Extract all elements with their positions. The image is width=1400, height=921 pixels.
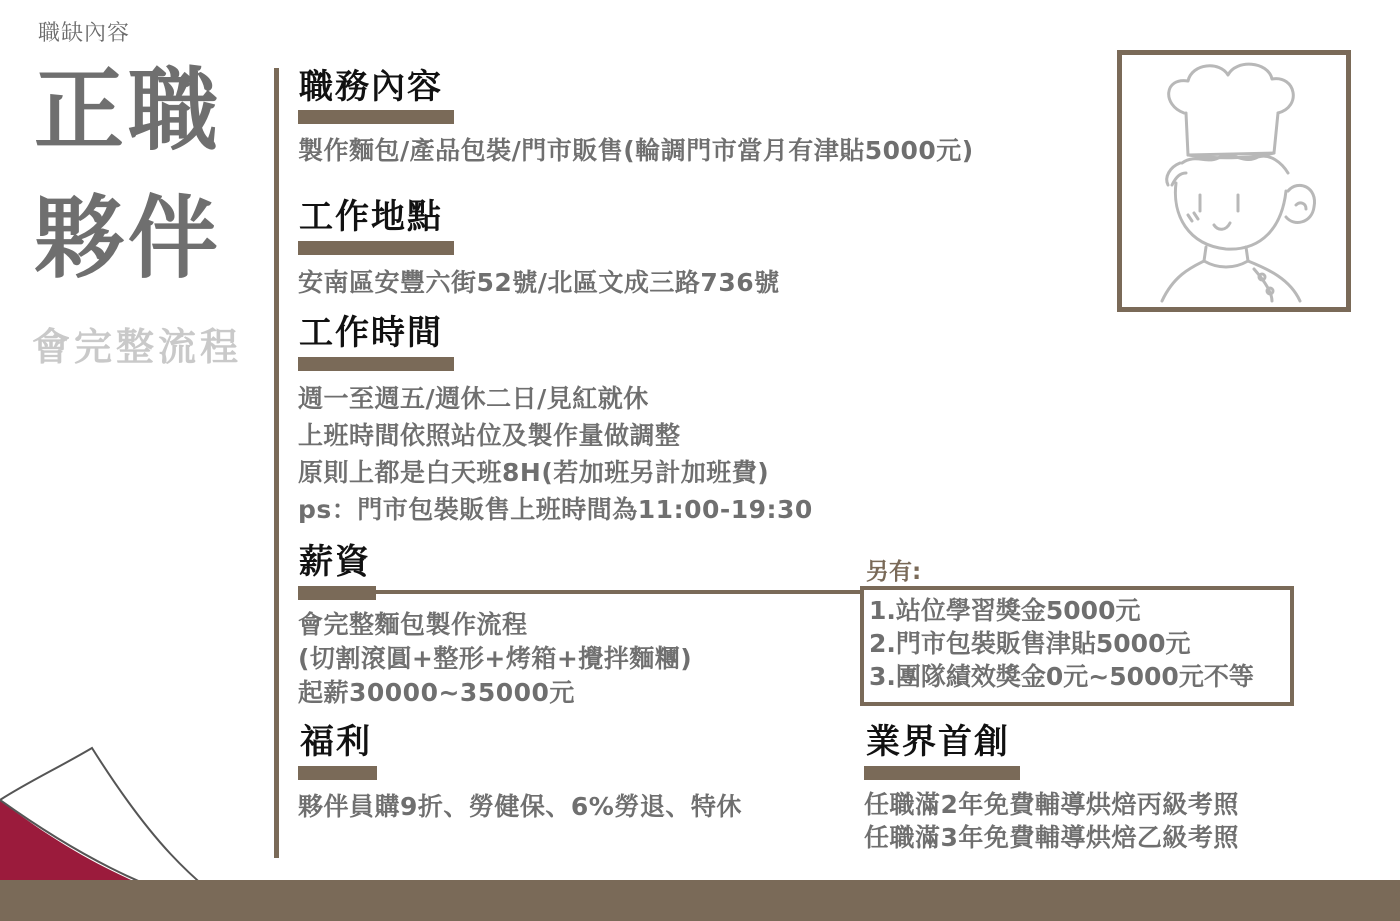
industry-first-list bbox=[864, 788, 1239, 854]
headline-subtitle: 會完整流程 bbox=[32, 325, 243, 369]
salary-list bbox=[298, 608, 692, 710]
industry-first-line: 任職滿3年免費輔導烘焙乙級考照 bbox=[864, 823, 1239, 852]
extra-item: 3.團隊績效獎金0元~5000元不等 bbox=[869, 662, 1254, 691]
hours-line: 上班時間依照站位及製作量做調整 bbox=[298, 421, 681, 450]
divider-vertical bbox=[274, 68, 279, 858]
salary-line: 會完整麵包製作流程 bbox=[298, 610, 528, 639]
salary-connector-line bbox=[300, 590, 862, 594]
location-text: 安南區安豐六街52號/北區文成三路736號 bbox=[298, 268, 780, 297]
footer-band bbox=[0, 880, 1400, 921]
headline-line1: 正職 bbox=[34, 58, 222, 163]
extra-list bbox=[869, 594, 1254, 693]
section-bar-benefits bbox=[298, 766, 377, 780]
extra-item: 2.門市包裝販售津貼5000元 bbox=[869, 629, 1191, 658]
salary-line: (切割滾圓+整形+烤箱+攪拌麵糰) bbox=[298, 644, 693, 673]
industry-first-line: 任職滿2年免費輔導烘焙丙級考照 bbox=[864, 790, 1239, 819]
benefits-text: 夥伴員購9折、勞健保、6%勞退、特休 bbox=[298, 792, 742, 821]
section-bar-industry-first bbox=[864, 766, 1020, 780]
section-title-duties: 職務內容 bbox=[299, 67, 443, 107]
salary-line: 起薪30000~35000元 bbox=[298, 678, 575, 707]
illustration-frame bbox=[1117, 50, 1351, 312]
extra-label: 另有: bbox=[866, 559, 922, 585]
section-title-hours: 工作時間 bbox=[299, 313, 443, 353]
chef-illustration-icon bbox=[1122, 55, 1346, 307]
hours-line: 原則上都是白天班8H(若加班另計加班費) bbox=[298, 458, 770, 487]
section-bar-duties bbox=[298, 110, 454, 124]
hours-line: ps：門市包裝販售上班時間為11:00-19:30 bbox=[298, 495, 813, 524]
hours-line: 週一至週五/週休二日/見紅就休 bbox=[298, 384, 649, 413]
section-title-benefits: 福利 bbox=[300, 722, 372, 762]
duties-text: 製作麵包/產品包裝/門市販售(輪調門市當月有津貼5000元) bbox=[298, 136, 974, 165]
section-title-industry-first: 業界首創 bbox=[866, 722, 1010, 762]
section-bar-hours bbox=[298, 357, 454, 371]
headline-line2: 夥伴 bbox=[34, 186, 222, 291]
section-title-location: 工作地點 bbox=[299, 197, 443, 237]
hours-list bbox=[298, 380, 813, 528]
section-bar-location bbox=[298, 241, 454, 255]
section-title-salary: 薪資 bbox=[299, 542, 371, 582]
breadcrumb: 職缺內容 bbox=[38, 21, 131, 46]
extra-item: 1.站位學習獎金5000元 bbox=[869, 596, 1141, 625]
